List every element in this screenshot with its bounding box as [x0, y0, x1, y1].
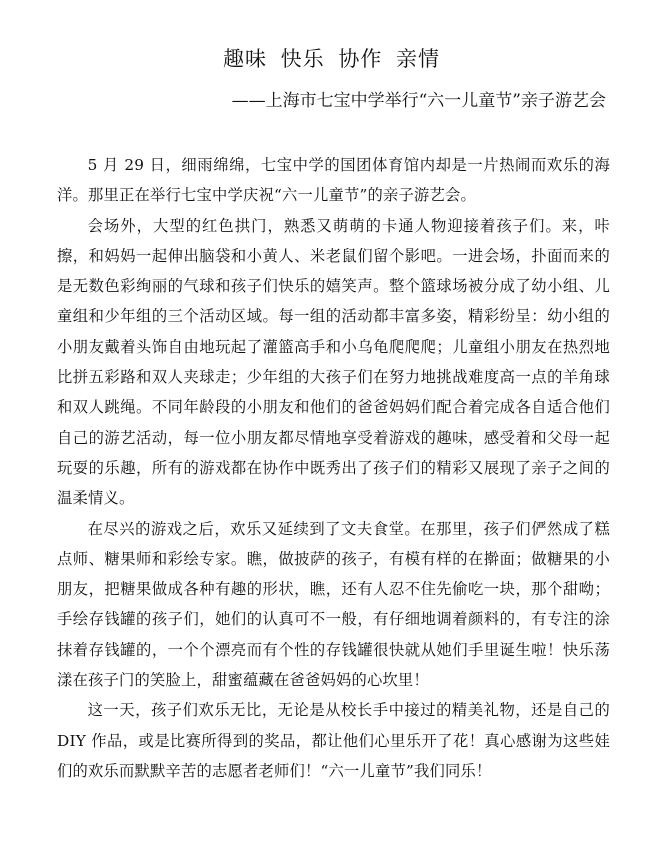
- paragraph-4: 这一天，孩子们欢乐无比，无论是从校长手中接过的精美礼物，还是自己的 DIY 作品，或是比赛所得到的奖品，都让他们心里乐开了花！真心感谢为这些娃们的欢乐而默默辛苦的志愿者老师们！“六一儿童节”我们同乐！: [57, 701, 610, 780]
- paragraph-1: 5 月 29 日，细雨绵绵，七宝中学的国团体育馆内却是一片热闹而欢乐的海洋。那里正在举行七宝中学庆祝“六一儿童节”的亲子游艺会。: [57, 156, 610, 205]
- article-body: [57, 150, 610, 786]
- article-subtitle: ——上海市七宝中学举行“六一儿童节”亲子游艺会: [231, 91, 606, 111]
- article-title: 趣味 快乐 协作 亲情: [222, 47, 441, 71]
- paragraph-2: 会场外，大型的红色拱门，熟悉又萌萌的卡通人物迎接着孩子们。来，咔擦，和妈妈一起伸出脑袋和小黄人、米老鼠们留个影吧。一进会场，扑面而来的是无数色彩绚丽的气球和孩子们快乐的嬉笑声。整个篮球场被分成了幼小组、儿童组和少年组的三个活动区域。每一组的活动都丰富多姿，精彩纷呈：幼小组的小朋友戴着头饰自由地玩起了灌篮高手和小乌龟爬爬爬；儿童组小朋友在热烈地比拼五彩路和双人夹球走；少年组的大孩子们在努力地挑战难度高一点的羊角球和双人跳绳。不同年龄段的小朋友和他们的爸爸妈妈们配合着完成各自适合他们自己的游艺活动，每一位小朋友都尽情地享受着游戏的趣味，感受着和父母一起玩耍的乐趣，所有的游戏都在协作中既秀出了孩子们的精彩又展现了亲子之间的温柔情义。: [57, 216, 610, 508]
- paragraph-3: 在尽兴的游戏之后，欢乐又延续到了文夫食堂。在那里，孩子们俨然成了糕点师、糖果师和彩绘专家。瞧，做披萨的孩子，有模有样的在擀面；做糖果的小朋友，把糖果做成各种有趣的形状，瞧，还有人忍不住先偷吃一块，那个甜呦；手绘存钱罐的孩子们，她们的认真可不一般，有仔细地调着颜料的，有专注的涂抹着存钱罐的，一个个漂亮而有个性的存钱罐很快就从她们手里诞生啦！快乐荡漾在孩子门的笑脸上，甜蜜蕴藏在爸爸妈妈的心坎里！: [57, 519, 610, 690]
